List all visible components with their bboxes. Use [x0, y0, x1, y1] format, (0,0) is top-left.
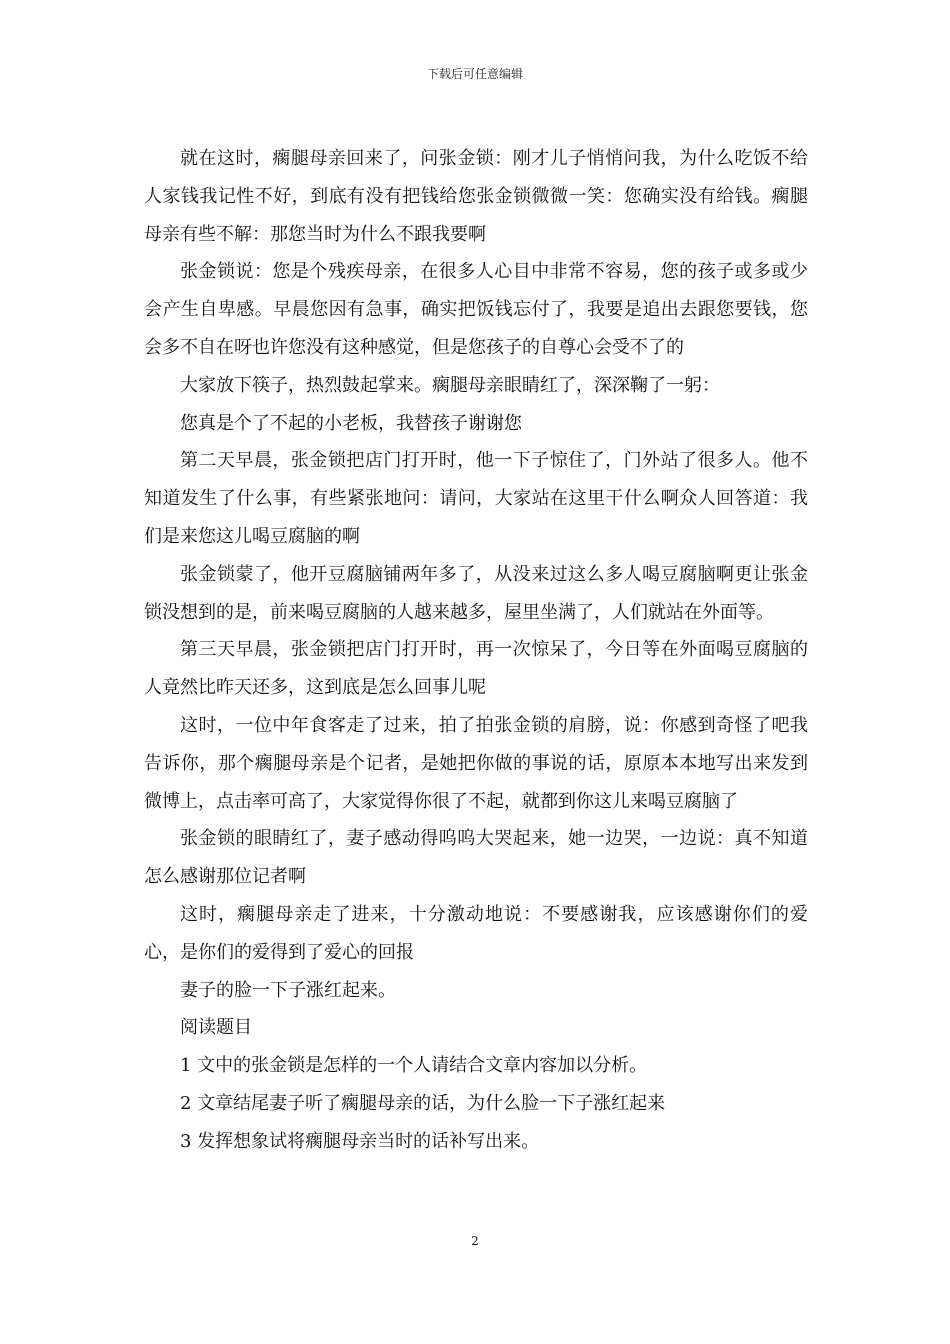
document-body — [144, 140, 808, 1161]
question-item: 1 文中的张金锁是怎样的一个人请结合文章内容加以分析。 — [180, 1055, 648, 1077]
paragraph: 大家放下筷子，热烈鼓起掌来。瘸腿母亲眼睛红了，深深鞠了一躬： — [180, 374, 720, 396]
paragraph: 妻子的脸一下子涨红起来。 — [180, 979, 396, 1001]
page-number: 2 — [471, 1234, 479, 1248]
paragraph: 这时，一位中年食客走了过来，拍了拍张金锁的肩膀，说：你感到奇怪了吧我告诉你，那个瘸腿母亲是个记者，是她把你做的事说的话，原原本本地写出来发到微博上，点击率可高了，大家觉得你很了不起，就都到你这儿来喝豆腐脑了 — [144, 714, 808, 812]
question-item: 3 发挥想象试将瘸腿母亲当时的话补写出来。 — [180, 1130, 540, 1152]
paragraph: 第三天早晨，张金锁把店门打开时，再一次惊呆了，今日等在外面喝豆腐脑的人竟然比昨天还多，这到底是怎么回事儿呢 — [144, 639, 808, 699]
paragraph: 张金锁说：您是个残疾母亲，在很多人心目中非常不容易，您的孩子或多或少会产生自卑感。早晨您因有急事，确实把饭钱忘付了，我要是追出去跟您要钱，您会多不自在呀也许您没有这种感觉，但是您孩子的自尊心会受不了的 — [144, 261, 808, 358]
paragraph: 就在这时，瘸腿母亲回来了，问张金锁：刚才儿子悄悄问我，为什么吃饭不给人家钱我记性不好，到底有没有把钱给您张金锁微微一笑：您确实没有给钱。瘸腿母亲有些不解：那您当时为什么不跟我要啊 — [144, 148, 808, 245]
paragraph: 张金锁蒙了，他开豆腐脑铺两年多了，从没来过这么多人喝豆腐脑啊更让张金锁没想到的是，前来喝豆腐脑的人越来越多，屋里坐满了，人们就站在外面等。 — [144, 563, 808, 623]
paragraph: 第二天早晨，张金锁把店门打开时，他一下子惊住了，门外站了很多人。他不知道发生了什么事，有些紧张地问：请问，大家站在这里干什么啊众人回答道：我们是来您这儿喝豆腐脑的啊 — [144, 450, 808, 547]
paragraph: 您真是个了不起的小老板，我替孩子谢谢您 — [180, 412, 522, 434]
section-heading: 阅读题目 — [180, 1017, 252, 1039]
paragraph: 张金锁的眼睛红了，妻子感动得呜呜大哭起来，她一边哭，一边说：真不知道怎么感谢那位记者啊 — [144, 828, 808, 888]
page-header: 下载后可任意编辑 — [426, 67, 523, 81]
paragraph: 这时，瘸腿母亲走了进来，十分激动地说：不要感谢我，应该感谢你们的爱心，是你们的爱得到了爱心的回报 — [144, 903, 808, 963]
question-item: 2 文章结尾妻子听了瘸腿母亲的话，为什么脸一下子涨红起来 — [180, 1092, 666, 1114]
